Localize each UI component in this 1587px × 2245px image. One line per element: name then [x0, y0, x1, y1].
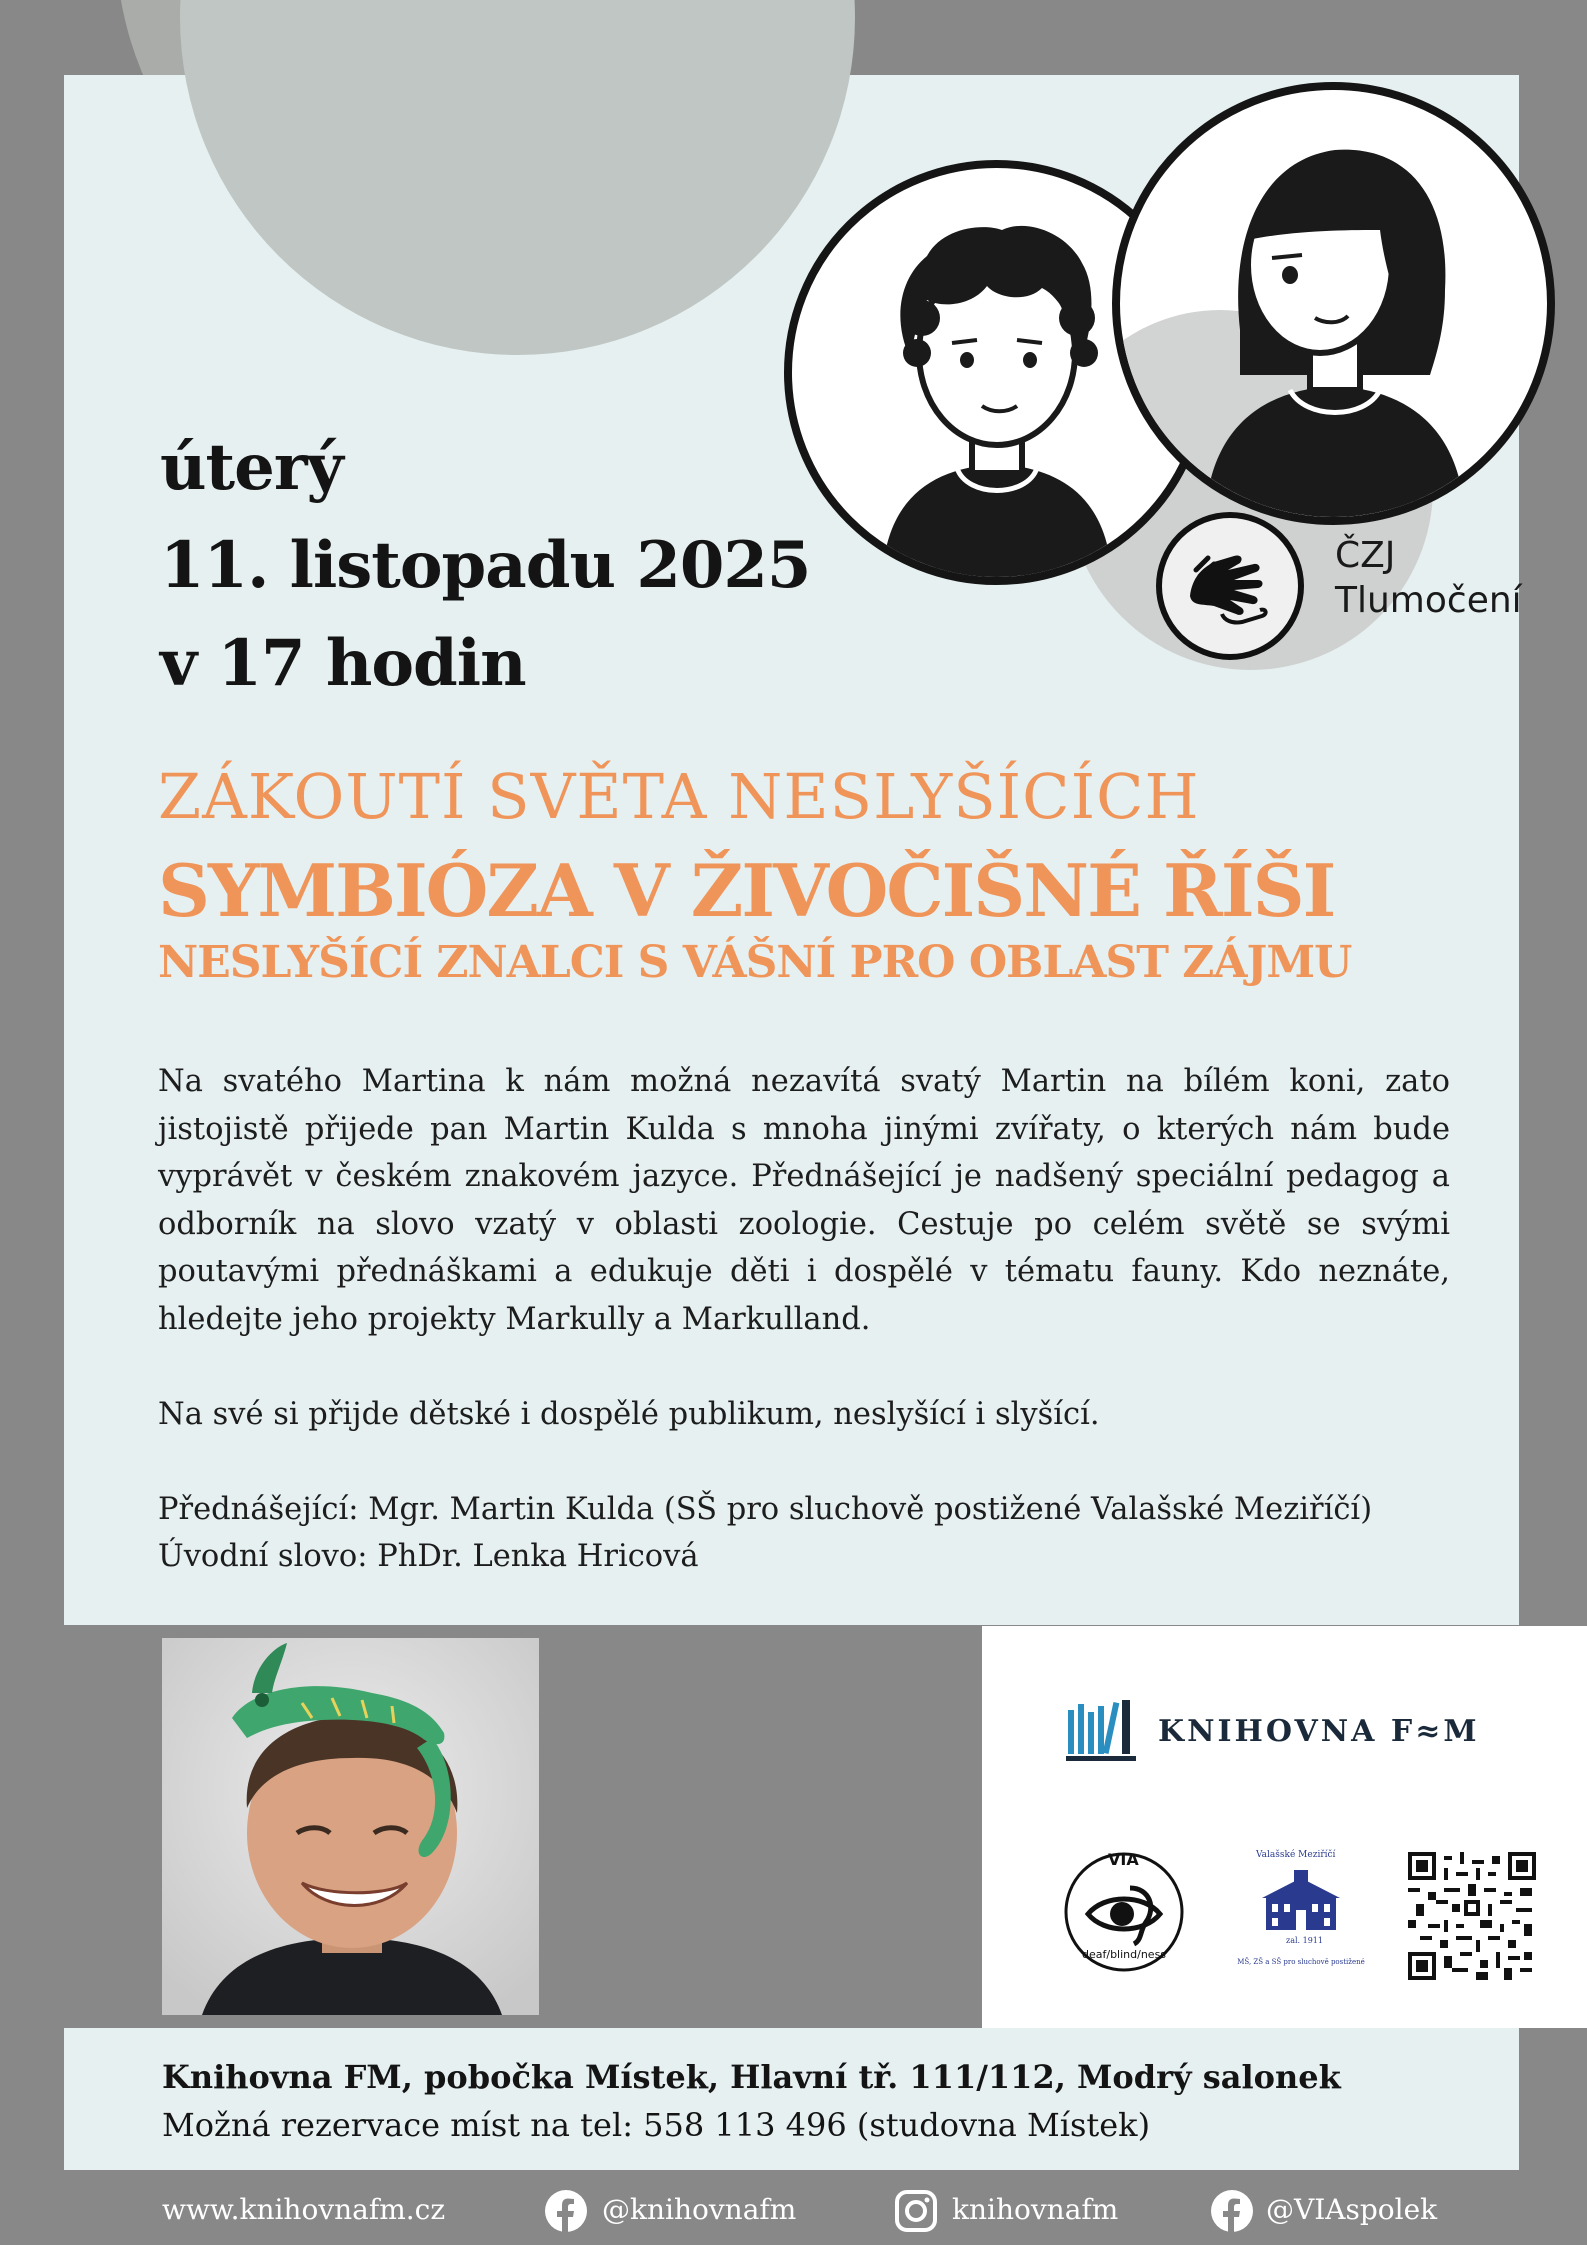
sign-language-icon [1156, 512, 1304, 660]
venue-band [64, 2028, 1519, 2170]
heading-subtitle: NESLYŠÍCÍ ZNALCI S VÁŠNÍ PRO OBLAST ZÁJMU [158, 937, 1352, 988]
intro-line: Úvodní slovo: PhDr. Lenka Hricová [158, 1539, 699, 1574]
reservation-info[interactable]: Možná rezervace míst na tel: 558 113 496 (studovna Místek) [162, 2106, 1151, 2144]
library-logo-text: KNIHOVNA F≈M [1158, 1714, 1480, 1749]
description-paragraph: Na svatého Martina k nám možná nezavítá svatý Martin na bílém koni, zato jistojistě přijede pan Martin Kulda s mnoha jinými zvířaty, o kterých nám bude vyprávět v českém znakovém jazyce. Přednášející je nadšený speciální pedagog a odborník na slovo vzatý v oblasti zoologie. Cestuje po celém světě se svými poutavými přednáškami a edukuje děti i dospělé v tématu fauny. Kdo neznáte, hledejte jeho projekty Markully a Markulland. [158, 1064, 1450, 1337]
event-date: 11. listopadu 2025 [160, 528, 811, 603]
school-seal-top-text: Valašské Meziříčí [1256, 1850, 1336, 1860]
heading-kicker: ZÁKOUTÍ SVĚTA NESLYŠÍCÍCH [158, 760, 1200, 833]
school-seal-logo [1236, 1846, 1366, 1976]
facebook-icon[interactable] [1210, 2189, 1254, 2233]
heading-title: SYMBIÓZA V ŽIVOČIŠNÉ ŘÍŠI [158, 848, 1335, 933]
czj-label: ČZJ [1335, 535, 1396, 576]
portrait-long-hair-illustration [1112, 82, 1555, 525]
website-link[interactable]: www.knihovnafm.cz [162, 2193, 446, 2226]
qr-code[interactable] [1408, 1852, 1536, 1980]
hands-icon [1162, 518, 1298, 654]
audience-paragraph: Na své si přijde dětské i dospělé publikum, neslyšící i slyšící. [158, 1396, 1100, 1432]
via-logo-top-text: VIA [1108, 1850, 1139, 1869]
qr-code-icon [1408, 1852, 1536, 1980]
event-time: v 17 hodin [160, 626, 526, 701]
school-building-icon [1236, 1846, 1366, 1976]
speaker-with-chameleon-image [162, 1638, 539, 2015]
facebook-handle-library[interactable]: @knihovnafm [602, 2193, 797, 2226]
via-logo-bottom-text: deaf/blind/ness [1082, 1948, 1167, 1961]
decorative-circle-overlay [180, 0, 855, 355]
library-books-icon [1066, 1698, 1144, 1762]
long-hair-person-icon [1120, 90, 1547, 517]
interpreting-label: Tlumočení [1335, 580, 1522, 621]
instagram-icon[interactable] [894, 2189, 938, 2233]
school-seal-bottom-text: MŠ, ZŠ a SŠ pro sluchově postižené [1237, 1958, 1365, 1966]
speaker-line: Přednášející: Mgr. Martin Kulda (SŠ pro sluchově postižené Valašské Meziříčí) [158, 1491, 1373, 1527]
event-description [158, 1058, 1450, 1581]
venue-address: Knihovna FM, pobočka Místek, Hlavní tř. 111/112, Modrý salonek [162, 2058, 1341, 2096]
event-day: úterý [160, 430, 343, 505]
school-seal-year: zal. 1911 [1286, 1936, 1323, 1945]
instagram-handle[interactable]: knihovnafm [952, 2193, 1119, 2226]
speaker-photo [162, 1638, 539, 2015]
via-logo [1060, 1848, 1188, 1976]
facebook-handle-via[interactable]: @VIAspolek [1266, 2193, 1438, 2226]
facebook-icon[interactable] [544, 2189, 588, 2233]
